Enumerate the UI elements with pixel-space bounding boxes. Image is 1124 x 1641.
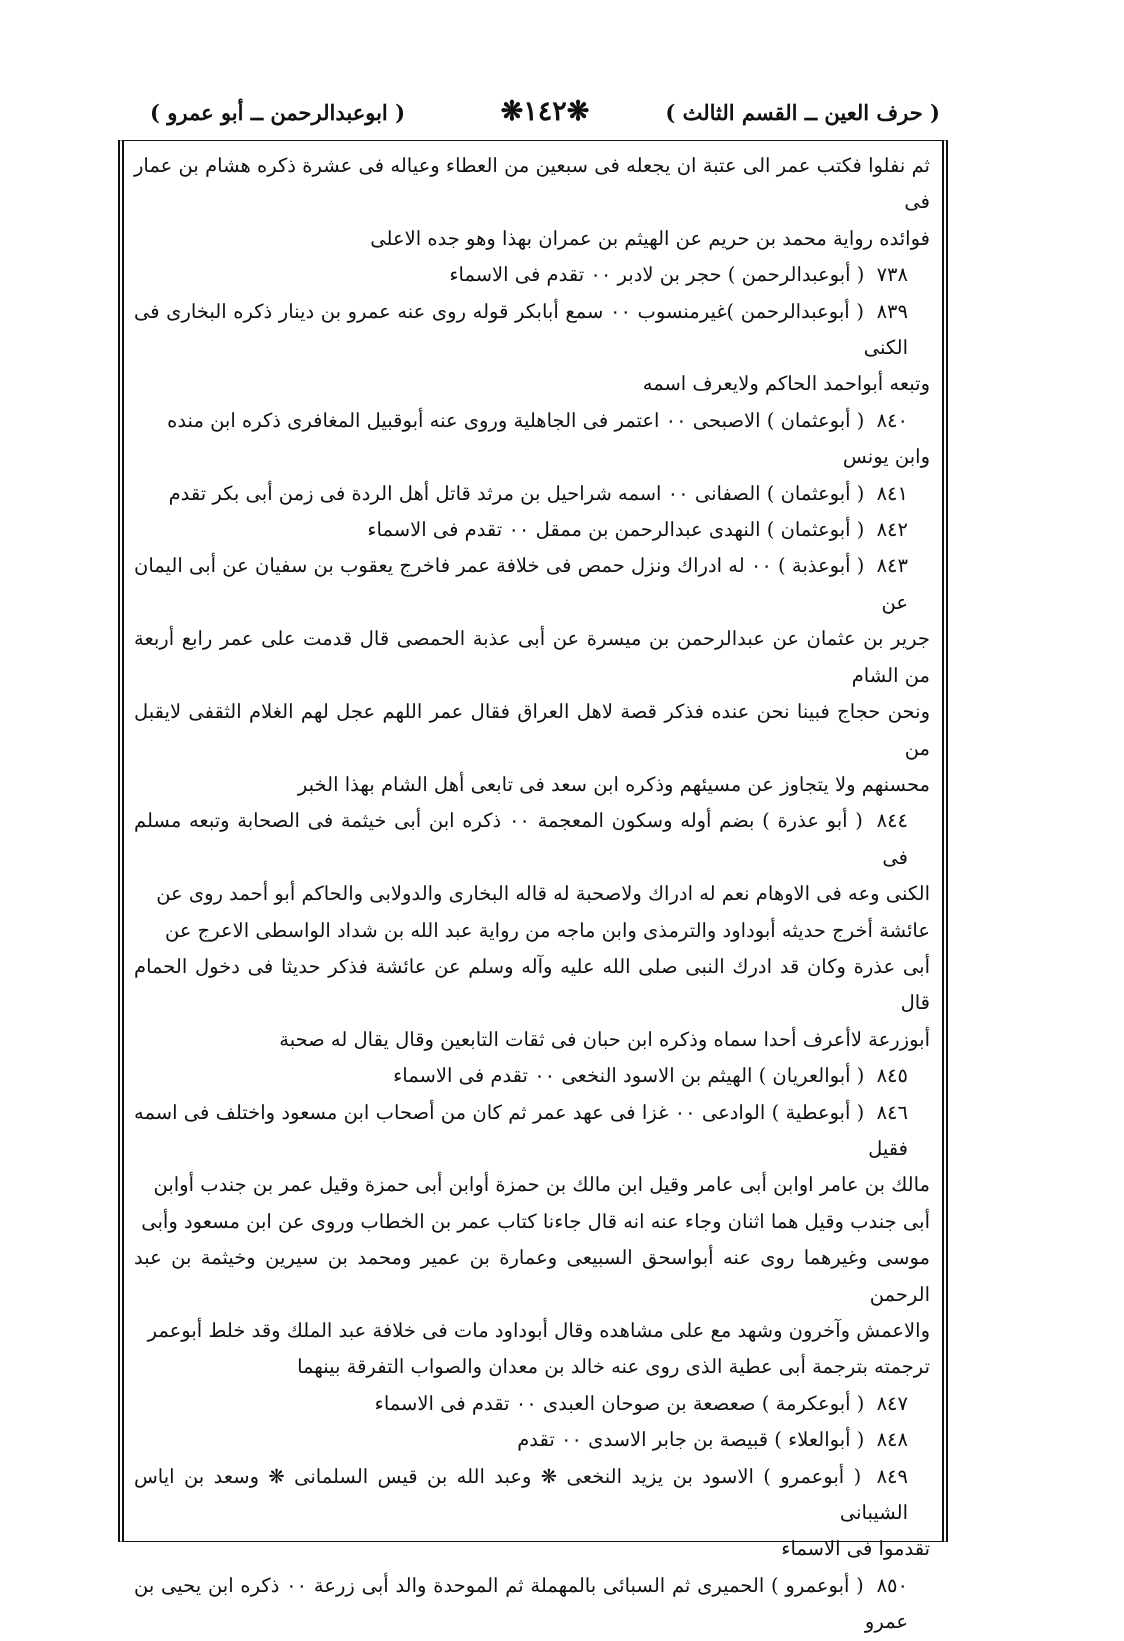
text-line [134,694,930,767]
line-text: ( أبوعثمان ) النهدى عبدالرحمن بن ممقل ٠٠ تقدم فى الاسماء [367,518,865,542]
line-text: أبوزرعة لاأعرف أحدا سماه وذكره ابن حبان فى ثقات التابعين وقال يقال له صحبة [279,1027,930,1051]
line-text: ( أبوعبدالرحمن )غيرمنسوب ٠٠ سمع أبابكر قوله روى عنه عمرو بن دينار ذكره البخارى فى الكنى [134,299,908,360]
line-text: ( أبوعذبة ) ٠٠ له ادراك ونزل حمص فى خلافة عمر فاخرج يعقوب بن سفيان عن أبى اليمان عن [134,554,908,614]
line-text: ( أبوعمرو ) الاسود بن يزيد النخعى ❋ وعبد الله بن قيس السلمانى ❋ وسعد بن اياس الشيبانى [134,1464,908,1525]
entry-number: ٨٤٥ [876,1064,908,1088]
line-text: ونحن حجاج فبينا نحن عنده فذكر قصة لاهل العراق فقال عمر اللهم عجل لهم الغلام الثقفى لايقبل من [134,700,930,760]
entry-number: ٨٤١ [876,481,908,505]
text-line [134,1240,930,1313]
entry-number: ٨٥٠ [876,1573,908,1597]
text-line [134,949,930,1022]
entry-line [134,1058,930,1094]
text-line [134,1022,930,1058]
line-text: ( أبوالعلاء ) قبيصة بن جابر الاسدى ٠٠ تقدم [517,1428,865,1452]
entry-number: ٧٣٨ [876,263,908,287]
line-text: موسى وغيرهما روى عنه أبواسحق السبيعى وعمارة بن عمير ومحمد بن سيرين وخيثمة بن عبد الرحمن [134,1246,930,1306]
text-line [134,439,930,475]
line-text: تقدموا فى الاسماء [781,1537,930,1561]
page-header [150,96,940,136]
line-text: جرير بن عثمان عن عبدالرحمن بن ميسرة عن أبى عذبة الحمصى قال قدمت على عمر رابع أربعة من الشام [134,627,930,687]
line-text: وتبعه أبواحمد الحاكم ولايعرف اسمه [642,372,930,396]
entry-line [134,476,930,512]
line-text: فوائده رواية محمد بن حريم عن الهيثم بن عمران بهذا وهو جده الاعلى [370,226,930,250]
entry-line [134,1459,930,1532]
entry-number: ٨٤٠ [876,408,908,432]
line-text: ( أبوعمرو ) الحميرى ثم السبائى بالمهملة ثم الموحدة والد أبى زرعة ٠٠ ذكره ابن يحيى بن عمرو [134,1573,908,1634]
line-text: والاعمش وآخرون وشهد مع على مشاهده وقال أبوداود مات فى خلافة عبد الملك وقد خلط أبوعمر [147,1319,930,1342]
line-text: ترجمته بترجمة أبى عطية الذى روى عنه خالد بن معدان والصواب التفرقة بينهما [297,1355,930,1379]
text-line [134,1167,930,1203]
entry-number: ٨٤٧ [876,1391,908,1415]
entry-number: ٨٤٢ [876,518,908,542]
entry-number: ٨٤٨ [876,1428,908,1452]
line-text: ( أبو عذرة ) بضم أوله وسكون المعجمة ٠٠ ذكره ابن أبى خيثمة فى الصحابة وتبعه مسلم فى [134,809,908,869]
entry-line [134,512,930,548]
section-title: ( حرف العين ــ القسم الثالث ) [665,100,940,125]
text-line [134,1349,930,1385]
text-line [134,148,930,221]
line-text: أبى جندب وقيل هما اثنان وجاء عنه انه قال جاءنا كتاب عمر بن الخطاب وروى عن ابن مسعود وأبى [141,1209,930,1233]
line-text: ( أبوعبدالرحمن ) حجر بن لادبر ٠٠ تقدم فى الاسماء [449,263,865,287]
entry-line [134,548,930,621]
text-line [134,767,930,803]
entry-line [134,803,930,876]
entry-number: ٨٤٩ [876,1464,908,1488]
entry-number: ٨٤٦ [876,1100,908,1124]
entry-line [134,1095,930,1168]
entry-line [134,294,930,367]
line-text: ( أبوعكرمة ) صعصعة بن صوحان العبدى ٠٠ تقدم فى الاسماء [374,1391,865,1415]
text-line [134,366,930,402]
entry-line [134,1568,930,1641]
entry-number: ٨٣٩ [876,299,908,323]
text-line [134,913,930,949]
line-text: وابن يونس [842,445,930,469]
line-text: ( أبوالعريان ) الهيثم بن الاسود النخعى ٠٠ تقدم فى الاسماء [393,1064,865,1088]
text-line [134,1531,930,1567]
line-text: ( أبوعثمان ) الصفانى ٠٠ اسمه شراحيل بن مرثد قاتل أهل الردة فى زمن أبى بكر تقدم [168,481,865,505]
entry-line [134,257,930,293]
entry-line [134,1422,930,1458]
running-names: ( ابوعبدالرحمن ــ أبو عمرو ) [150,100,406,125]
entry-number: ٨٤٣ [876,554,908,578]
line-text: مالك بن عامر اوابن أبى عامر وقيل ابن مالك بن حمزة أوابن أبى حمزة وقيل عمر بن جندب أوابن [153,1173,930,1197]
text-line [134,621,930,694]
line-text: ( أبوعثمان ) الاصبحى ٠٠ اعتمر فى الجاهلية وروى عنه أبوقبيل المغافرى ذكره ابن منده [167,408,865,432]
entry-line [134,403,930,439]
text-line [134,1204,930,1240]
text-line [134,221,930,257]
line-text: محسنهم ولا يتجاوز عن مسيئهم وذكره ابن سعد فى تابعى أهل الشام بهذا الخبر [297,772,930,796]
page-body [134,148,930,1641]
entry-number: ٨٤٤ [876,809,909,833]
entry-line [134,1386,930,1422]
line-text: عائشة أخرج حديثه أبوداود والترمذى وابن ماجه من رواية عبد الله بن شداد الواسطى الاعرج عن [164,918,930,942]
line-text: الكنى وعه فى الاوهام نعم له ادراك ولاصحبة له قاله البخارى والدولابى والحاكم أبو أحمد روى عن [156,882,930,906]
text-line [134,1313,930,1349]
line-text: ثم نفلوا فكتب عمر الى عتبة ان يجعله فى سبعين من العطاء وعياله فى عشرة ذكره هشام بن عمار فى [134,154,930,214]
line-text: ( أبوعطية ) الوادعى ٠٠ غزا فى عهد عمر ثم كان من أصحاب ابن مسعود واختلف فى اسمه فقيل [134,1100,908,1160]
line-text: أبى عذرة وكان قد ادرك النبى صلى الله عليه وآله وسلم عن عائشة فذكر حديثا فى دخول الحمام قال [134,954,930,1015]
page-number: ❋١٤٢❋ [500,96,590,127]
text-line [134,876,930,912]
